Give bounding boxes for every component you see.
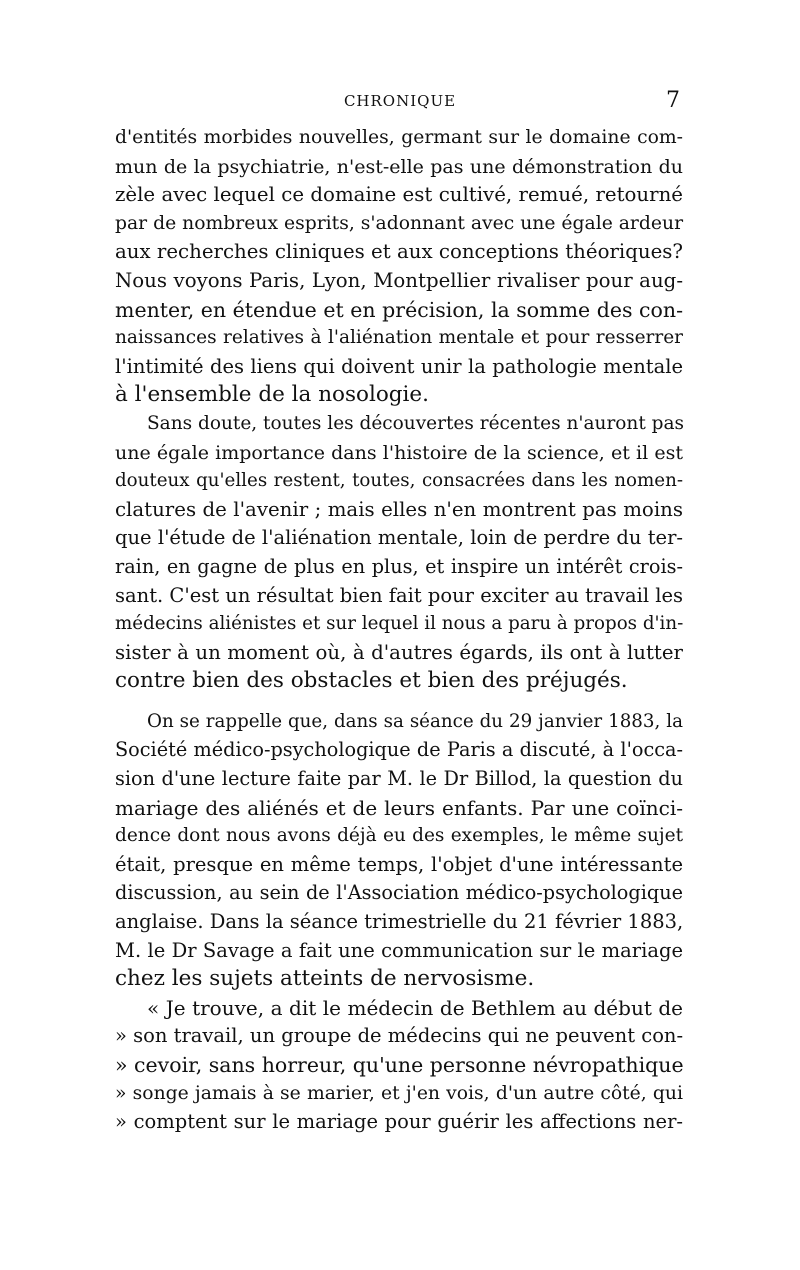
text-line: mun de la psychiatrie, n'est-elle pas une démonstration du xyxy=(115,155,683,178)
text-line: » comptent sur le mariage pour guérir les affections ner- xyxy=(115,1110,683,1134)
paragraph-1 xyxy=(115,124,683,410)
page-number: 7 xyxy=(666,88,680,113)
text-line: M. le Dr Savage a fait une communication sur le mariage xyxy=(115,938,683,962)
text-line: anglaise. Dans la séance trimestrielle du 21 février 1883, xyxy=(115,910,684,934)
text-line: zèle avec lequel ce domaine est cultivé, remué, retourné xyxy=(115,183,683,207)
text-line: sister à un moment où, à d'autres égards, ils ont à lutter xyxy=(115,640,683,664)
text-line: rain, en gagne de plus en plus, et inspire un intérêt crois- xyxy=(115,554,683,578)
text-line: d'entités morbides nouvelles, germant sur le domaine com- xyxy=(115,127,683,148)
text-line: que l'étude de l'aliénation mentale, loin de perdre du ter- xyxy=(115,526,683,550)
text-line: mariage des aliénés et de leurs enfants. Par une coïnci- xyxy=(115,795,683,820)
text-line: « Je trouve, a dit le médecin de Bethlem au début de xyxy=(147,995,683,1020)
text-line: était, presque en même temps, l'objet d'une intéressante xyxy=(115,852,683,876)
paragraph-4 xyxy=(115,994,683,1137)
text-line: » son travail, un groupe de médecins qui ne peuvent con- xyxy=(115,1024,684,1048)
text-line: discussion, au sein de l'Association médico-psychologique xyxy=(115,881,683,905)
text-line: par de nombreux esprits, s'adonnant avec une égale ardeur xyxy=(115,212,684,234)
text-line: sant. C'est un résultat bien fait pour exciter au travail les xyxy=(115,583,684,607)
text-line: médecins aliénistes et sur lequel il nous a paru à propos d'in- xyxy=(115,613,684,635)
text-line: naissances relatives à l'aliénation mentale et pour resserrer xyxy=(115,327,683,349)
text-line: contre bien des obstacles et bien des préjugés. xyxy=(115,668,628,694)
running-title: CHRONIQUE xyxy=(343,92,457,110)
paragraph-3 xyxy=(115,708,683,994)
text-line: menter, en étendue et en précision, la somme des con- xyxy=(115,297,683,322)
text-line: sion d'une lecture faite par M. le Dr Billod, la question du xyxy=(115,767,683,791)
paragraph-2 xyxy=(115,410,683,696)
text-line: douteux qu'elles restent, toutes, consacrées dans les nomen- xyxy=(115,470,683,492)
text-line: dence dont nous avons déjà eu des exemples, le même sujet xyxy=(115,825,683,847)
text-line: aux recherches cliniques et aux conceptions théoriques? xyxy=(115,240,683,264)
text-line: une égale importance dans l'histoire de la science, et il est xyxy=(115,441,683,464)
text-line: Sans doute, toutes les découvertes récentes n'auront pas xyxy=(147,412,685,434)
body-text xyxy=(115,124,683,1137)
text-line: » songe jamais à se marier, et j'en vois, d'un autre côté, qui xyxy=(115,1082,683,1104)
text-line: Nous voyons Paris, Lyon, Montpellier rivaliser pour aug- xyxy=(115,268,683,292)
text-line: à l'ensemble de la nosologie. xyxy=(115,382,429,408)
text-line: chez les sujets atteints de nervosisme. xyxy=(115,966,535,992)
page-header xyxy=(0,88,800,118)
text-line: Société médico-psychologique de Paris a discuté, à l'occa- xyxy=(115,738,683,762)
text-line: On se rappelle que, dans sa séance du 29 janvier 1883, la xyxy=(147,710,683,732)
text-line: clatures de l'avenir ; mais elles n'en montrent pas moins xyxy=(115,497,683,521)
text-line: » cevoir, sans horreur, qu'une personne névropathique xyxy=(115,1053,684,1077)
text-line: l'intimité des liens qui doivent unir la pathologie mentale xyxy=(115,354,683,378)
